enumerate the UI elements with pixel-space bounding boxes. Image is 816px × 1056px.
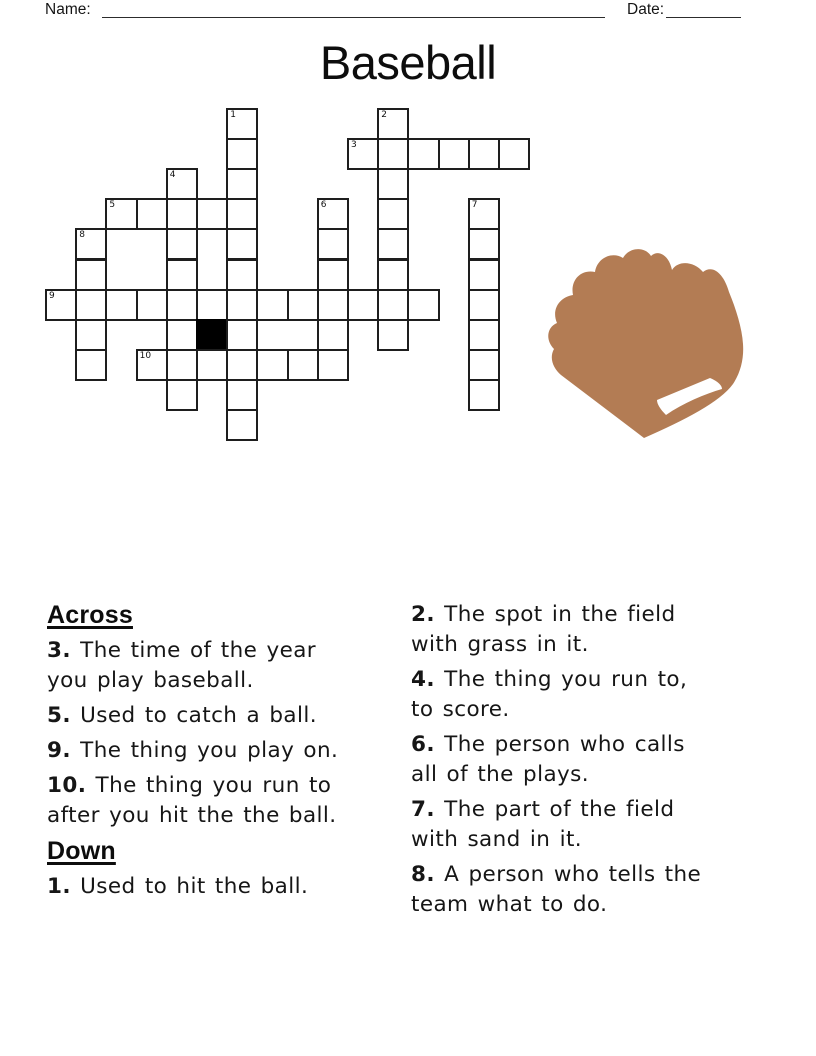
crossword-cell [377, 168, 409, 200]
clue-item: 3. The time of the year you play baseball. [47, 638, 317, 693]
clue-item: 5. Used to catch a ball. [47, 703, 317, 728]
clue-number: 8. [411, 862, 435, 887]
crossword-cell [377, 138, 409, 170]
cell-number: 3 [351, 140, 357, 151]
crossword-cell [317, 228, 349, 260]
crossword-cell [75, 228, 107, 260]
crossword-cell [75, 289, 107, 321]
clues-left-column [47, 600, 393, 907]
crossword-cell [226, 319, 258, 351]
crossword-cell [226, 228, 258, 260]
crossword-cell [468, 379, 500, 411]
crossword-cell [468, 289, 500, 321]
crossword-cell [407, 289, 439, 321]
crossword-cell [166, 319, 198, 351]
crossword-cell [377, 319, 409, 351]
crossword-cell [468, 259, 500, 291]
crossword-cell [136, 289, 168, 321]
down-heading: Down [47, 837, 116, 865]
crossword-cell [377, 108, 409, 140]
across-heading: Across [47, 601, 133, 629]
crossword-cell [166, 168, 198, 200]
clue-item: 7. The part of the field with sand in it. [411, 797, 675, 852]
glove-body-shape [548, 249, 743, 438]
crossword-cell [75, 319, 107, 351]
cell-number: 6 [320, 200, 327, 211]
crossword-cell [438, 138, 470, 170]
clue-number: 2. [411, 602, 435, 627]
crossword-cell [226, 259, 258, 291]
crossword-cell [317, 289, 349, 321]
cell-number: 7 [471, 200, 478, 211]
crossword-cell [498, 138, 530, 170]
crossword-cell [317, 198, 349, 230]
clue-number: 6. [411, 732, 435, 757]
crossword-cell [166, 289, 198, 321]
crossword-cell [226, 168, 258, 200]
clue-item: 2. The spot in the field with grass in it. [411, 602, 676, 657]
crossword-cell [226, 379, 258, 411]
crossword-cell [166, 379, 198, 411]
crossword-cell [75, 349, 107, 381]
date-label: Date: [627, 1, 665, 18]
crossword-cell [317, 349, 349, 381]
cell-number: 10 [139, 350, 152, 361]
cell-number: 5 [109, 200, 116, 211]
name-blank-line [102, 0, 605, 18]
cell-number: 8 [79, 230, 85, 241]
crossword-cell [468, 198, 500, 230]
crossword-cell [468, 228, 500, 260]
crossword-cell [75, 259, 107, 291]
down-clue-list-right [411, 600, 763, 920]
crossword-cell [196, 349, 228, 381]
date-blank-line [666, 0, 741, 18]
crossword-cell [468, 138, 500, 170]
crossword-cell [468, 349, 500, 381]
clue-item: 1. Used to hit the ball. [47, 874, 309, 899]
clue-number: 7. [411, 797, 435, 822]
crossword-cell [377, 198, 409, 230]
crossword-cell [256, 289, 288, 321]
crossword-cell [136, 198, 168, 230]
crossword-cell [196, 198, 228, 230]
name-label: Name: [45, 1, 91, 18]
clue-item: 9. The thing you play on. [47, 738, 339, 763]
crossword-cell [136, 349, 168, 381]
crossword-cell [105, 198, 137, 230]
crossword-cell [226, 349, 258, 381]
crossword-cell [407, 138, 439, 170]
crossword-cell [256, 349, 288, 381]
cell-number: 9 [49, 290, 55, 301]
across-clue-list [47, 636, 393, 831]
crossword-cell [166, 228, 198, 260]
baseball-glove-illustration [545, 247, 751, 445]
cell-number: 4 [169, 170, 176, 181]
cell-number: 2 [381, 110, 387, 120]
crossword-cell [287, 289, 319, 321]
crossword-cell [166, 198, 198, 230]
crossword-cell [347, 138, 379, 170]
clues-right-column [411, 600, 763, 925]
page-title: Baseball [319, 36, 497, 89]
crossword-cell [226, 289, 258, 321]
crossword-cell [226, 138, 258, 170]
crossword-cell [226, 108, 258, 140]
clue-number: 9. [47, 738, 71, 763]
crossword-cell [287, 349, 319, 381]
crossword-cell [226, 198, 258, 230]
crossword-cell [317, 319, 349, 351]
crossword-cell [196, 289, 228, 321]
clue-item: 8. A person who tells the team what to do. [411, 862, 702, 917]
clue-number: 5. [47, 703, 71, 728]
crossword-cell [166, 349, 198, 381]
crossword-cell [468, 319, 500, 351]
cell-number: 1 [230, 110, 236, 120]
crossword-cell [377, 228, 409, 260]
crossword-cell [377, 259, 409, 291]
clue-number: 10. [47, 773, 87, 798]
crossword-cell [347, 289, 379, 321]
clue-item: 4. The thing you run to, to score. [411, 667, 688, 722]
crossword-cell [317, 259, 349, 291]
clue-number: 4. [411, 667, 435, 692]
crossword-cell [105, 289, 137, 321]
crossword-cell [45, 289, 77, 321]
clue-number: 1. [47, 874, 71, 899]
clue-number: 3. [47, 638, 71, 663]
crossword-cell [377, 289, 409, 321]
crossword-cell [166, 259, 198, 291]
clue-item: 10. The thing you run to after you hit the the ball. [47, 773, 337, 828]
crossword-black-cell [196, 319, 228, 351]
down-clue-list-left [47, 872, 393, 902]
clue-item: 6. The person who calls all of the plays. [411, 732, 685, 787]
crossword-cell [226, 409, 258, 441]
